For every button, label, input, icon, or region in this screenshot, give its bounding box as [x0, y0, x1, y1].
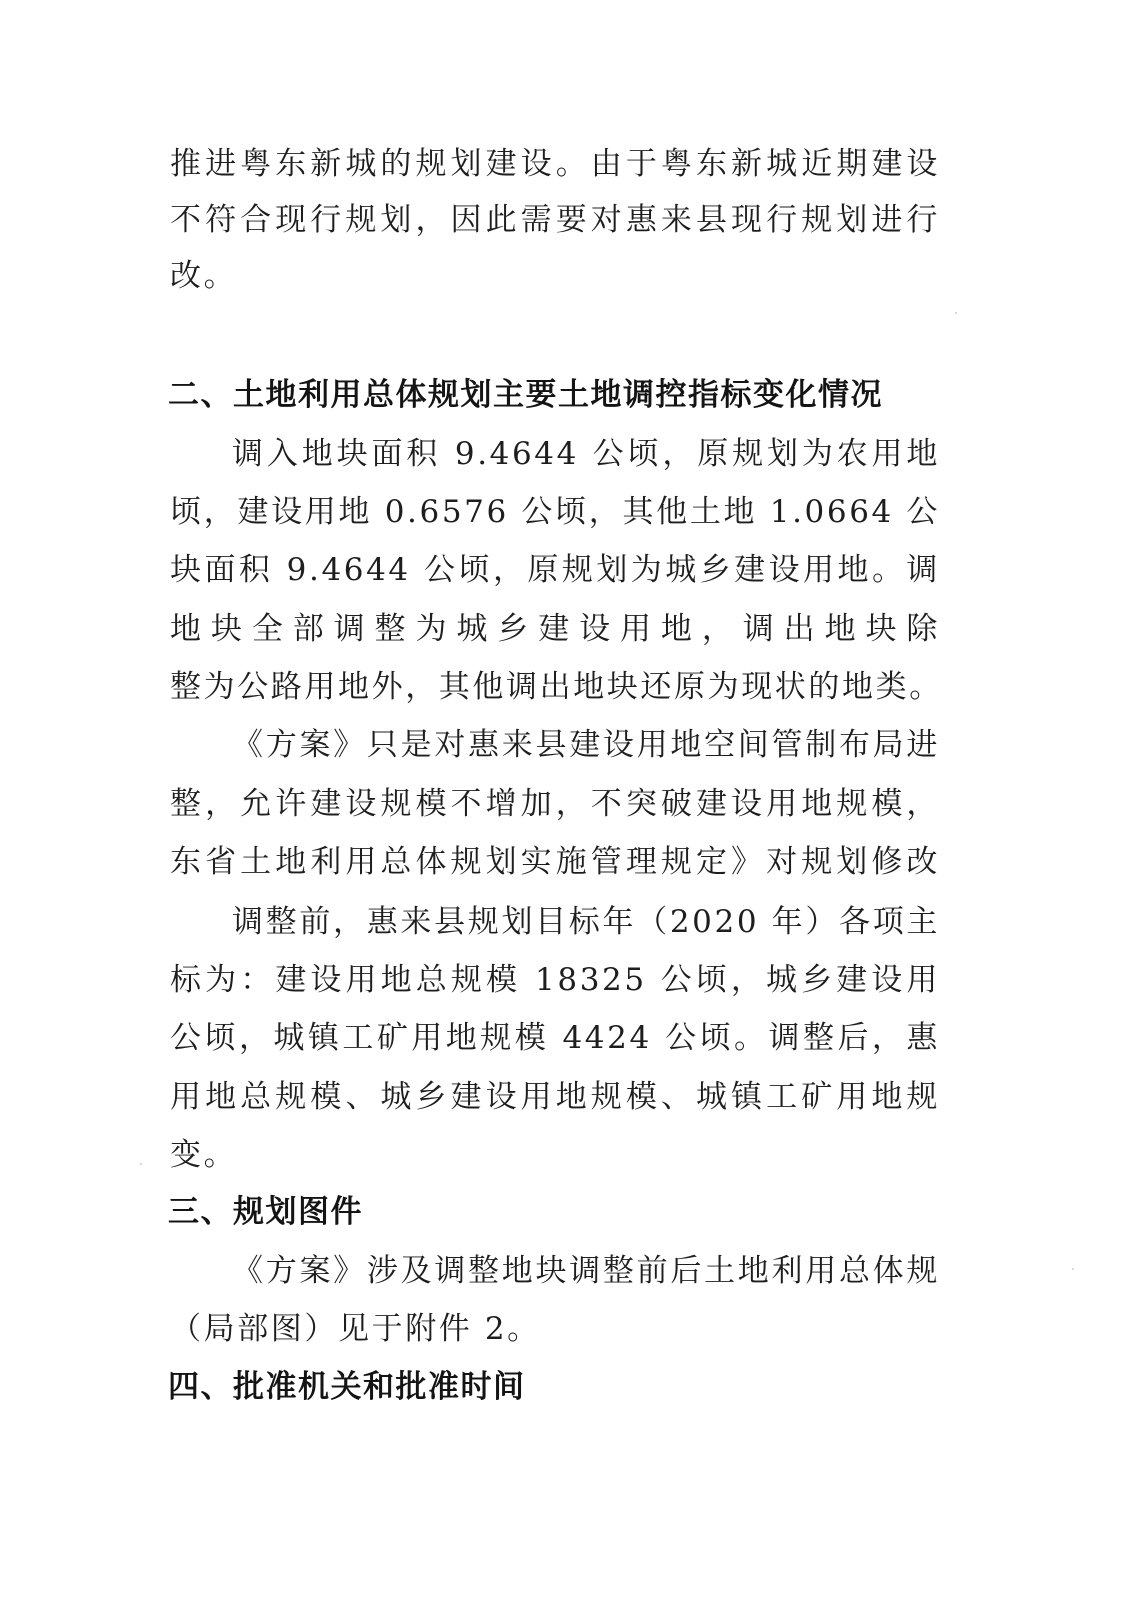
paragraph-line: 推进粤东新城的规划建设。由于粤东新城近期建设 — [170, 146, 940, 182]
section-heading: 三、规划图件 — [168, 1194, 363, 1230]
paragraph-line: 调整前，惠来县规划目标年（2020 年）各项主 — [232, 904, 940, 940]
paragraph-line: 《方案》只是对惠来县建设用地空间管制布局进 — [232, 727, 940, 763]
scan-speck — [140, 1163, 142, 1165]
paragraph-line: 块面积 9.4644 公顷，原规划为城乡建设用地。调 — [170, 552, 940, 588]
paragraph-line: （局部图）见于附件 2。 — [170, 1311, 541, 1347]
paragraph-line: 《方案》涉及调整地块调整前后土地利用总体规 — [232, 1253, 940, 1289]
paragraph-line: 地块全部调整为城乡建设用地，调出地块除 — [170, 611, 940, 647]
section-heading: 二、土地利用总体规划主要土地调控指标变化情况 — [168, 377, 883, 413]
scan-speck — [1072, 1268, 1074, 1270]
scan-speck — [955, 312, 957, 314]
paragraph-line: 整为公路用地外，其他调出地块还原为现状的地类。 — [170, 669, 943, 705]
paragraph-line: 整，允许建设规模不增加，不突破建设用地规模， — [170, 786, 940, 822]
paragraph-line: 用地总规模、城乡建设用地规模、城镇工矿用地规 — [170, 1079, 940, 1115]
paragraph-line: 标为：建设用地总规模 18325 公顷，城乡建设用 — [170, 962, 940, 998]
paragraph-line: 公顷，城镇工矿用地规模 4424 公顷。调整后，惠 — [170, 1020, 940, 1056]
paragraph-line: 变。 — [170, 1137, 238, 1173]
paragraph-line: 改。 — [170, 258, 238, 294]
paragraph-line: 东省土地利用总体规划实施管理规定》对规划修改 — [170, 844, 940, 880]
section-heading: 四、批准机关和批准时间 — [168, 1369, 526, 1405]
paragraph-line: 顷，建设用地 0.6576 公顷，其他土地 1.0664 公 — [170, 494, 940, 530]
paragraph-line: 调入地块面积 9.4644 公顷，原规划为农用地 — [232, 436, 940, 472]
paragraph-line: 不符合现行规划，因此需要对惠来县现行规划进行 — [170, 202, 940, 238]
